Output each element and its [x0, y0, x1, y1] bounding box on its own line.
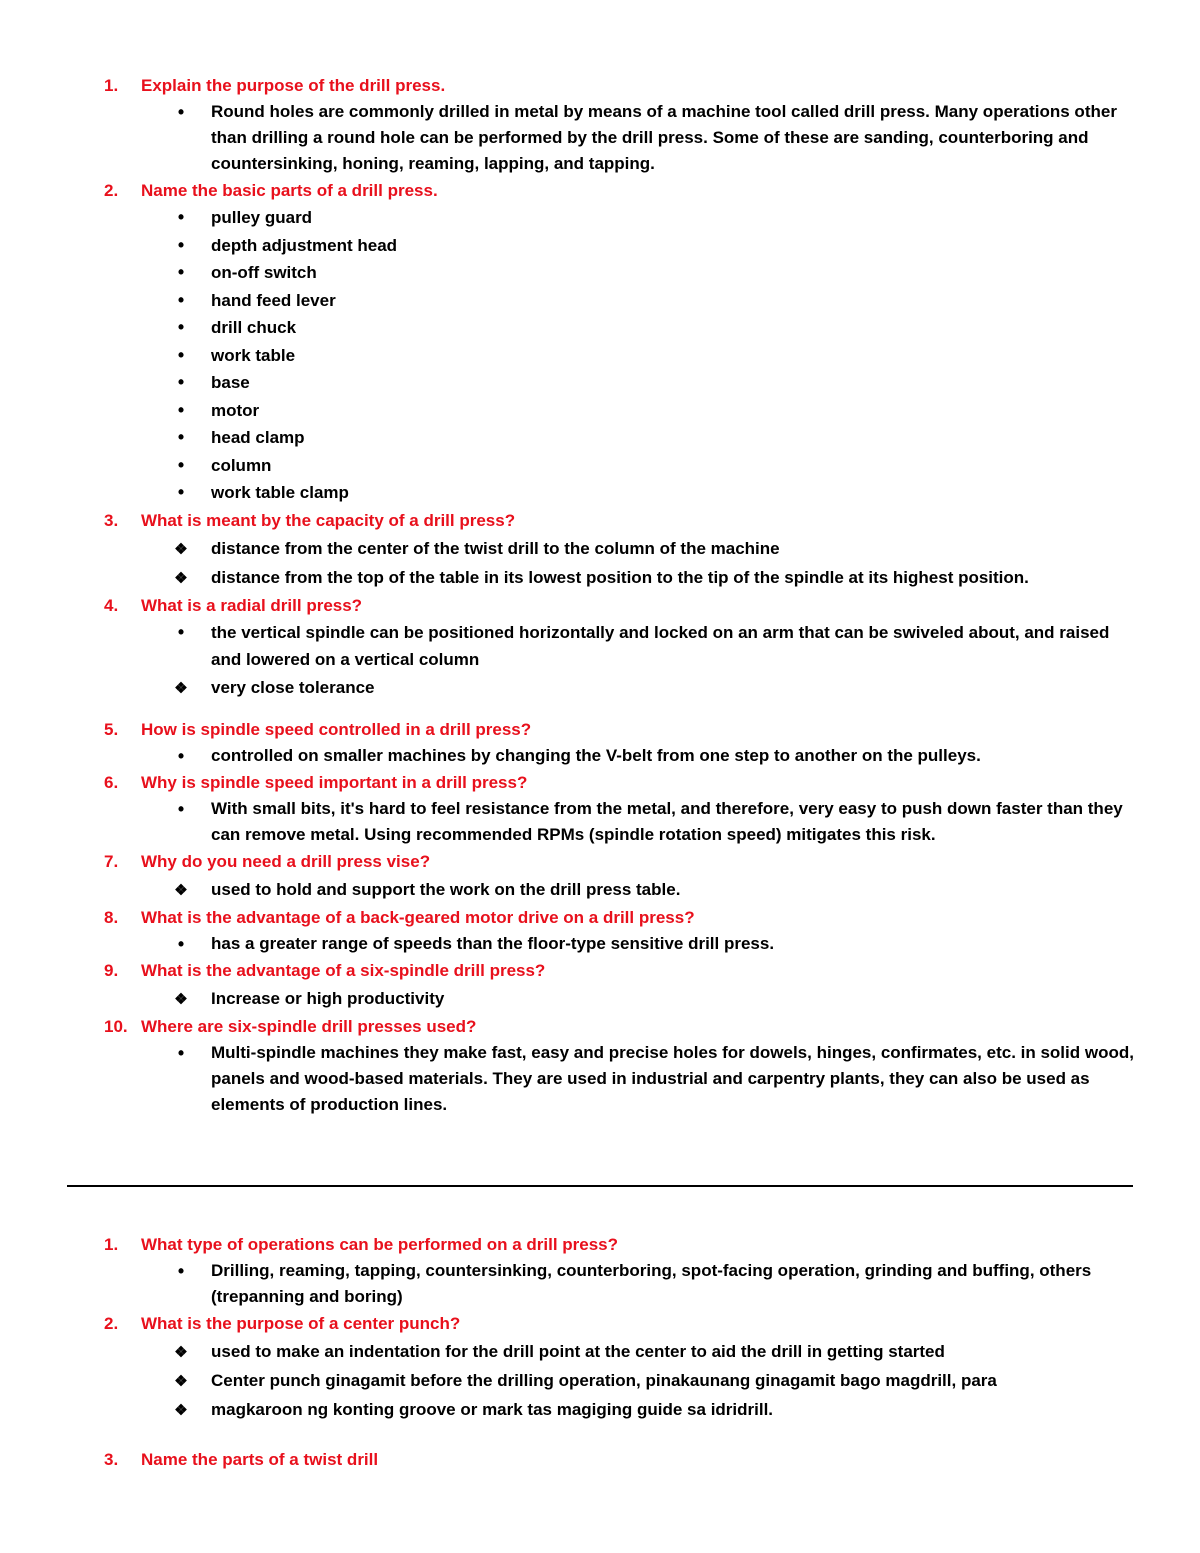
question-text: Where are six-spindle drill presses used?	[141, 1016, 477, 1036]
question-number: 3.	[104, 510, 119, 530]
question-6	[0, 769, 1200, 796]
answer-item	[0, 259, 1200, 287]
question-2	[0, 1310, 1200, 1337]
answer-text: work table	[211, 345, 296, 365]
answer-item	[0, 1366, 1200, 1395]
answer-item	[0, 931, 1200, 957]
answer-text: With small bits, it's hard to feel resistance from the metal, and therefore, very easy to push down faster than they can remove metal. Using recommended RPMs (spindle rotation speed) mitigates this risk.	[211, 798, 1123, 844]
answer-item	[0, 796, 1200, 848]
question-text: What is the advantage of a six-spindle drill press?	[141, 960, 546, 980]
answer-text: very close tolerance	[211, 677, 375, 697]
bullet-icon	[174, 204, 188, 232]
answer-item	[0, 1040, 1200, 1118]
bullet-icon	[174, 452, 188, 480]
question-1	[0, 72, 1200, 99]
spacer	[0, 702, 1200, 716]
answer-text: Multi-spindle machines they make fast, easy and precise holes for dowels, hinges, confirmates, etc. in solid wood, panels and wood-based materials. They are used in industrial and carpentry plants, they can also be used as elements of production lines.	[211, 1042, 1134, 1114]
answer-text: hand feed lever	[211, 290, 336, 310]
answer-text: head clamp	[211, 428, 305, 447]
answer-text: base	[211, 373, 250, 392]
answer-item	[0, 314, 1200, 342]
answer-text: depth adjustment head	[211, 235, 398, 255]
question-text: What is meant by the capacity of a drill press?	[141, 510, 516, 530]
answer-item	[0, 563, 1200, 592]
answer-text: controlled on smaller machines by changing the V-belt from one step to another on the pulleys.	[211, 745, 981, 765]
question-3	[0, 507, 1200, 534]
question-5	[0, 716, 1200, 743]
answer-item	[0, 875, 1200, 904]
section-divider	[67, 1185, 1133, 1187]
answer-item	[0, 1337, 1200, 1366]
bullet-icon	[174, 342, 188, 370]
question-number: 10.	[104, 1016, 128, 1036]
answer-item	[0, 743, 1200, 769]
question-text: How is spindle speed controlled in a drill press?	[141, 719, 532, 739]
bullet-icon	[174, 369, 188, 397]
question-number: 1.	[104, 76, 119, 95]
question-number: 5.	[104, 719, 119, 739]
diamond-bullet-icon	[174, 1337, 188, 1367]
question-number: 8.	[104, 907, 119, 927]
answer-item	[0, 99, 1200, 177]
question-number: 1.	[104, 1235, 119, 1254]
answer-text: Increase or high productivity	[211, 988, 445, 1008]
bullet-icon	[174, 1258, 188, 1285]
answer-text: Round holes are commonly drilled in metal by means of a machine tool called drill press. Many operations other than drilling a round hole can be performed by the drill press. Some of these are sanding, counterboring and countersinking, honing, reaming, lapping, and tapping.	[211, 102, 1117, 173]
bullet-icon	[174, 479, 188, 507]
part2-section	[0, 1231, 1200, 1473]
bullet-icon	[174, 314, 188, 342]
answer-item	[0, 397, 1200, 425]
question-9	[0, 957, 1200, 984]
question-number: 4.	[104, 595, 119, 615]
answer-item	[0, 232, 1200, 260]
bullet-icon	[174, 796, 188, 823]
bullet-icon	[174, 743, 188, 770]
question-text: What is a radial drill press?	[141, 595, 363, 615]
question-number: 2.	[104, 181, 119, 200]
answer-text: column	[211, 455, 272, 475]
bullet-icon	[174, 99, 188, 126]
question-10	[0, 1013, 1200, 1040]
question-text: What type of operations can be performed on a drill press?	[141, 1235, 619, 1254]
answer-item	[0, 1258, 1200, 1310]
bullet-icon	[174, 424, 188, 452]
answer-text: distance from the top of the table in its lowest position to the tip of the spindle at its highest position.	[211, 567, 1029, 587]
answer-text: pulley guard	[211, 208, 313, 227]
bullet-icon	[174, 259, 188, 287]
bullet-icon	[174, 232, 188, 260]
answer-item	[0, 204, 1200, 232]
question-2	[0, 177, 1200, 204]
question-text: Explain the purpose of the drill press.	[141, 76, 446, 95]
question-text: Why is spindle speed important in a drill press?	[141, 772, 528, 792]
bullet-icon	[174, 287, 188, 315]
question-number: 3.	[104, 1450, 119, 1469]
question-1	[0, 1231, 1200, 1258]
answer-item	[0, 534, 1200, 563]
answer-item	[0, 342, 1200, 370]
bullet-icon	[174, 397, 188, 425]
answer-item	[0, 424, 1200, 452]
answer-text: work table clamp	[211, 483, 349, 502]
answer-item	[0, 369, 1200, 397]
question-8	[0, 904, 1200, 931]
answer-item	[0, 673, 1200, 702]
answer-item	[0, 619, 1200, 673]
answer-text: Center punch ginagamit before the drilling operation, pinakaunang ginagamit bago magdrill, para	[211, 1371, 997, 1390]
diamond-bullet-icon	[174, 875, 188, 905]
question-7	[0, 848, 1200, 875]
answer-text: motor	[211, 400, 260, 420]
answer-item	[0, 479, 1200, 507]
answer-item	[0, 1395, 1200, 1424]
question-text: Name the basic parts of a drill press.	[141, 181, 438, 200]
question-number: 7.	[104, 851, 119, 871]
answer-item	[0, 452, 1200, 480]
question-text: Why do you need a drill press vise?	[141, 851, 431, 871]
question-text: Name the parts of a twist drill	[141, 1450, 379, 1469]
diamond-bullet-icon	[174, 984, 188, 1014]
question-text: What is the purpose of a center punch?	[141, 1314, 461, 1333]
bullet-icon	[174, 1040, 188, 1067]
diamond-bullet-icon	[174, 1366, 188, 1396]
answer-text: drill chuck	[211, 318, 297, 337]
answer-text: used to hold and support the work on the drill press table.	[211, 879, 681, 899]
answer-text: distance from the center of the twist drill to the column of the machine	[211, 538, 780, 558]
diamond-bullet-icon	[174, 534, 188, 564]
bullet-icon	[174, 931, 188, 958]
question-number: 2.	[104, 1314, 119, 1333]
question-3	[0, 1446, 1200, 1473]
spacer	[0, 1424, 1200, 1446]
question-number: 6.	[104, 772, 119, 792]
part1-section	[0, 72, 1200, 1118]
bullet-icon	[174, 619, 188, 646]
diamond-bullet-icon	[174, 1395, 188, 1425]
question-number: 9.	[104, 960, 119, 980]
answer-text: has a greater range of speeds than the floor-type sensitive drill press.	[211, 933, 775, 953]
answer-item	[0, 984, 1200, 1013]
diamond-bullet-icon	[174, 563, 188, 593]
answer-text: on-off switch	[211, 263, 317, 282]
diamond-bullet-icon	[174, 673, 188, 703]
answer-text: the vertical spindle can be positioned horizontally and locked on an arm that can be swiveled about, and raised and lowered on a vertical column	[211, 622, 1110, 669]
answer-text: magkaroon ng konting groove or mark tas magiging guide sa idridrill.	[211, 1400, 774, 1419]
question-text: What is the advantage of a back-geared motor drive on a drill press?	[141, 907, 695, 927]
answer-text: used to make an indentation for the drill point at the center to aid the drill in getting started	[211, 1342, 945, 1361]
answer-item	[0, 287, 1200, 315]
question-4	[0, 592, 1200, 619]
answer-text: Drilling, reaming, tapping, countersinking, counterboring, spot-facing operation, grinding and buffing, others (trepanning and boring)	[211, 1261, 1092, 1306]
